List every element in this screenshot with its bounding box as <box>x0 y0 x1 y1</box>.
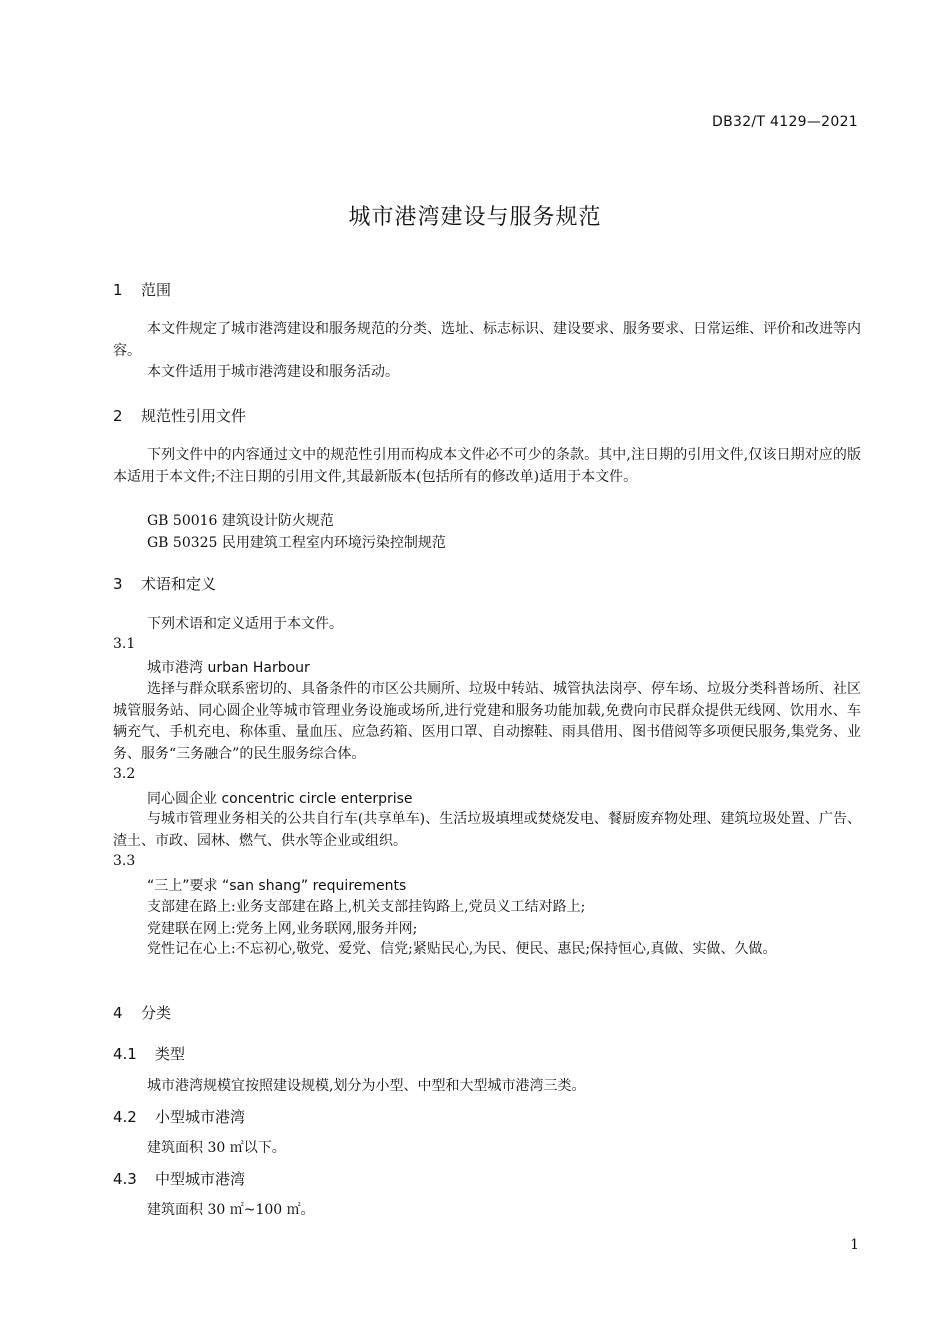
clause-number: 4.2 <box>113 1108 137 1126</box>
section-title: 分类 <box>141 1004 172 1022</box>
clause-4-2-heading <box>113 1106 245 1127</box>
section-number: 1 <box>113 281 123 299</box>
normative-reference: GB 50325 民用建筑工程室内环境污染控制规范 <box>147 535 446 551</box>
term-definition: 与城市管理业务相关的公共自行车(共享单车)、生活垃圾填埋或焚烧发电、餐厨废弃物处理、建筑垃圾处置、广告、渣土、市政、园林、燃气、供水等企业或组织。 <box>113 811 861 849</box>
requirement-line: 党性记在心上:不忘初心,敬党、爱党、信党;紧贴民心,为民、便民、惠民;保持恒心,真做、实做、久做。 <box>147 941 777 957</box>
document-title: 城市港湾建设与服务规范 <box>348 205 602 230</box>
section-1-paragraph-1: 本文件规定了城市港湾建设和服务规范的分类、选址、标志标识、建设要求、服务要求、日常运维、评价和改进等内容。 <box>113 321 861 359</box>
section-number: 2 <box>113 407 123 425</box>
section-3-heading <box>113 573 216 594</box>
section-1-heading <box>113 279 171 300</box>
clause-number: 4.1 <box>113 1045 137 1063</box>
clause-text: 建筑面积 30 ㎡以下。 <box>147 1140 286 1156</box>
section-1-paragraph-2: 本文件适用于城市港湾建设和服务活动。 <box>147 364 399 380</box>
clause-title: 小型城市港湾 <box>155 1108 246 1126</box>
requirement-line: 支部建在路上:业务支部建在路上,机关支部挂钩路上,党员义工结对路上; <box>147 899 586 915</box>
clause-number: 4.3 <box>113 1170 137 1188</box>
section-number: 3 <box>113 575 123 593</box>
term-name: “三上”要求 “san shang” requirements <box>147 878 407 894</box>
section-4-heading <box>113 1002 171 1023</box>
clause-title: 中型城市港湾 <box>155 1170 246 1188</box>
term-name: 城市港湾 urban Harbour <box>147 660 310 676</box>
section-2-heading <box>113 405 246 426</box>
section-title: 规范性引用文件 <box>141 407 247 425</box>
section-2-paragraph: 下列文件中的内容通过文中的规范性引用而构成本文件必不可少的条款。其中,注日期的引用文件,仅该日期对应的版本适用于本文件;不注日期的引用文件,其最新版本(包括所有的修改单)适用于本文件。 <box>113 447 861 485</box>
term-number: 3.1 <box>113 636 136 652</box>
clause-text: 城市港湾规模宜按照建设规模,划分为小型、中型和大型城市港湾三类。 <box>147 1078 586 1094</box>
clause-4-1-heading <box>113 1043 185 1064</box>
section-title: 范围 <box>141 281 172 299</box>
standard-number: DB32/T 4129—2021 <box>712 114 858 130</box>
section-number: 4 <box>113 1004 123 1022</box>
normative-reference: GB 50016 建筑设计防火规范 <box>147 513 334 529</box>
section-3-intro: 下列术语和定义适用于本文件。 <box>147 616 343 632</box>
term-name: 同心圆企业 concentric circle enterprise <box>147 791 413 807</box>
requirement-line: 党建联在网上:党务上网,业务联网,服务并网; <box>147 921 418 937</box>
clause-text: 建筑面积 30 ㎡~100 ㎡。 <box>147 1202 315 1218</box>
term-definition: 选择与群众联系密切的、具备条件的市区公共厕所、垃圾中转站、城管执法岗亭、停车场、垃圾分类科普场所、社区城管服务站、同心圆企业等城市管理业务设施或场所,进行党建和服务功能加载,免费向市民群众提供无线网、饮用水、车辆充气、手机充电、称体重、量血压、应急药箱、医用口罩、自动擦鞋、雨具借用、图书借阅等多项便民服务,集党务、业务、服务“三务融合”的民生服务综合体。 <box>113 681 861 763</box>
term-number: 3.2 <box>113 766 136 782</box>
term-number: 3.3 <box>113 853 136 869</box>
section-title: 术语和定义 <box>141 575 217 593</box>
page-number: 1 <box>850 1237 859 1253</box>
clause-title: 类型 <box>155 1045 186 1063</box>
clause-4-3-heading <box>113 1168 245 1189</box>
